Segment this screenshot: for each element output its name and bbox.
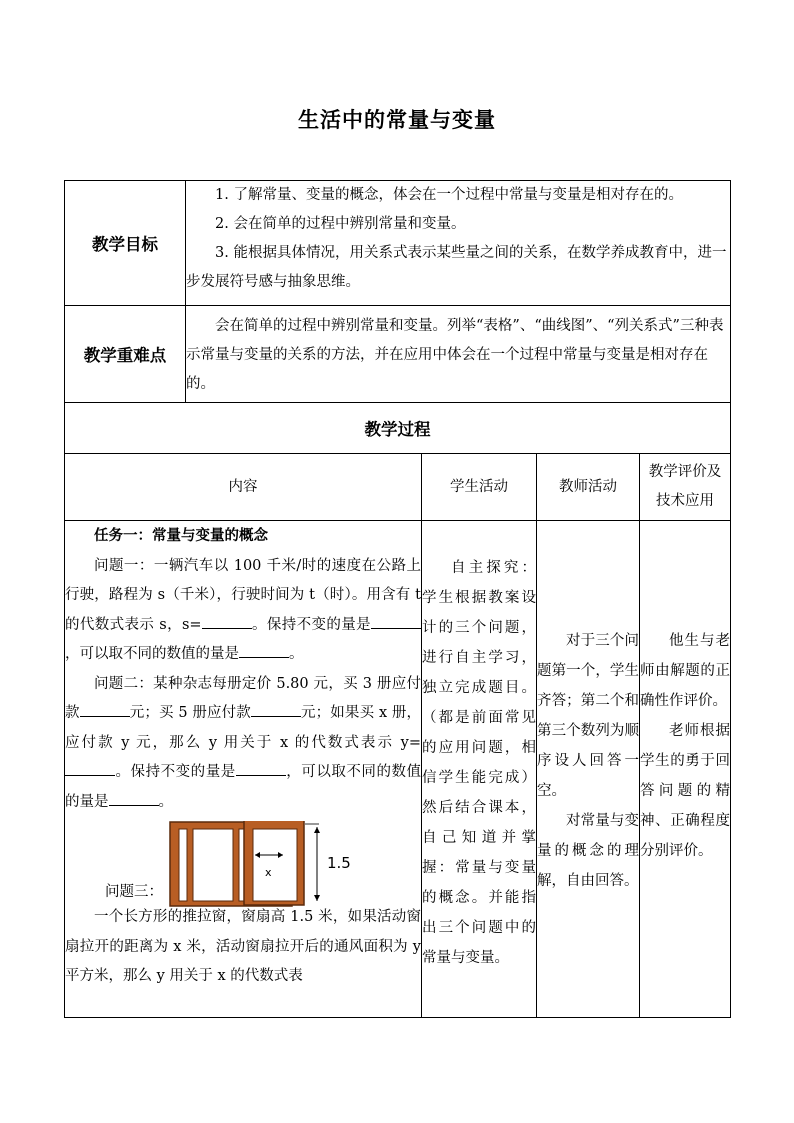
header-content: 内容 (65, 454, 422, 521)
question-3: 一个长方形的推拉窗，窗扇高 1.5 米，如果活动窗扇拉开的距离为 x 米，活动窗扇拉开后的通风面积为 y 平方米，那么 y 用关于 x 的代数式表 (65, 909, 421, 984)
window-gap-left (179, 829, 187, 901)
objectives-label: 教学目标 (65, 181, 186, 306)
content-cell (65, 521, 422, 1018)
question-3-row (65, 817, 421, 903)
figure-x-label: x (265, 866, 272, 879)
teacher-activity-cell (537, 521, 640, 1018)
header-teacher: 教师活动 (537, 454, 640, 521)
window-pane-left (193, 829, 233, 901)
key-points-cell (186, 306, 731, 403)
objective-3: 3. 能根据具体情况，用关系式表示某些量之间的关系，在数学养成教育中，进一步发展符号感与抽象思维。 (186, 245, 727, 290)
process-heading: 教学过程 (65, 403, 731, 454)
header-student: 学生活动 (422, 454, 537, 521)
header-evaluation: 教学评价及技术应用 (640, 454, 731, 521)
answer-blank[interactable] (371, 614, 421, 629)
evaluation-cell (640, 521, 731, 1018)
answer-blank[interactable] (202, 614, 252, 629)
answer-blank[interactable] (109, 791, 159, 806)
question-1: 问题一：一辆汽车以 100 千米/时的速度在公路上行驶，路程为 s（千米），行驶时间为 t（时）。用含有 t 的代数式表示 s，s= 。保持不变的量是，可以取不同的数值的量是 。 (65, 557, 421, 662)
key-points-label: 教学重难点 (65, 306, 186, 403)
sliding-window-figure (169, 821, 365, 907)
answer-blank[interactable] (65, 761, 115, 776)
evaluation-1: 他生与老师由解题的正确性作评价。 (640, 633, 731, 709)
window-pane-right (253, 829, 297, 901)
answer-blank[interactable] (239, 643, 289, 658)
task-title: 任务一：常量与变量的概念 (94, 527, 268, 544)
evaluation-2: 老师根据学生的勇于回答问题的精神、正确程度分别评价。 (640, 723, 731, 859)
question-2: 问题二：某种杂志每册定价 5.80 元，买 3 册应付款 元；买 5 册应付款 元；如果买 x 册，应付款 y 元，那么 y 用关于 x 的代数式表示 y=。保持不变的量是 ，可以取不同的数值的量是 。 (65, 675, 421, 810)
figure-height-label: 1.5 (327, 854, 351, 872)
answer-blank[interactable] (80, 702, 130, 717)
student-activity-cell (422, 521, 537, 1018)
objectives-cell (186, 181, 731, 306)
page-title: 生活中的常量与变量 (298, 107, 496, 132)
question-3-label: 问题三： (105, 883, 163, 900)
key-points-text: 会在简单的过程中辨别常量和变量。列举“表格”、“曲线图”、“列关系式”三种表示常量与变量的关系的方法，并在应用中体会在一个过程中常量与变量是相对存在的。 (186, 318, 724, 392)
teacher-activity-1: 对于三个问题第一个，学生齐答；第二个和第三个数列为顺序设人回答一空。 (537, 633, 639, 799)
answer-blank[interactable] (251, 702, 301, 717)
objective-2: 2. 会在简单的过程中辨别常量和变量。 (215, 216, 466, 232)
answer-blank[interactable] (236, 761, 286, 776)
teacher-activity-2: 对常量与变量的概念的理解，自由回答。 (537, 813, 639, 889)
objective-1: 1. 了解常量、变量的概念，体会在一个过程中常量与变量是相对存在的。 (215, 187, 683, 203)
lesson-table (64, 180, 731, 1018)
student-activity-text: 自主探究：学生根据教案设计的三个问题，进行自主学习，独立完成题目。（都是前面常见的应用问题，相信学生能完成）然后结合课本，自己知道并掌握：常量与变量的概念。并能指出三个问题中的常量与变量。 (422, 560, 536, 966)
